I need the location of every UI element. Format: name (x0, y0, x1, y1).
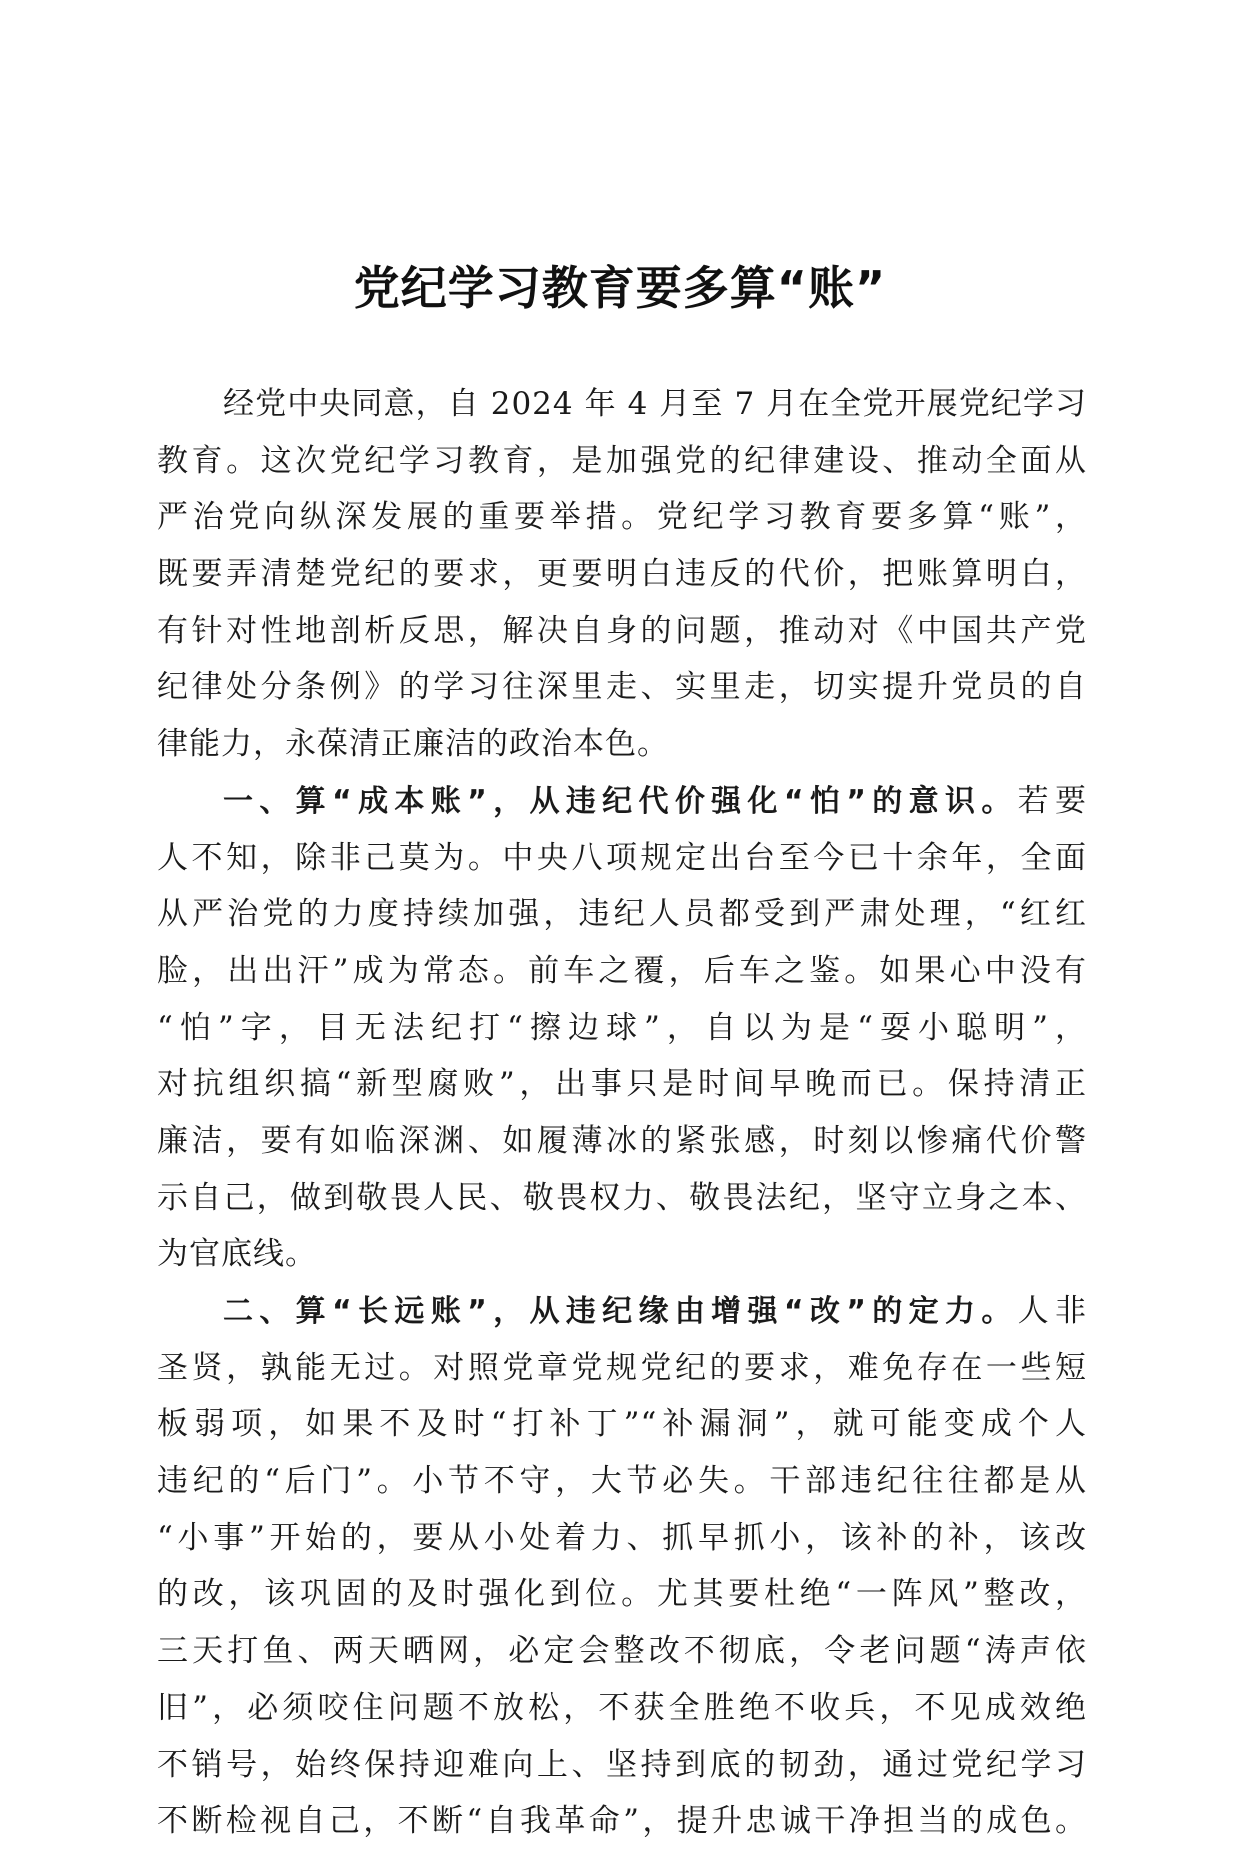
body-line: 对抗组织搞“新型腐败”，出事只是时间早晚而已。保持清正 (157, 1066, 1087, 1103)
body-line: 从严治党的力度持续加强，违纪人员都受到严肃处理，“红红 (157, 896, 1087, 933)
body-line: 的改，该巩固的及时强化到位。尤其要杜绝“一阵风”整改， (157, 1576, 1087, 1613)
body-line: 教育。这次党纪学习教育，是加强党的纪律建设、推动全面从 (157, 442, 1087, 479)
section-heading-2-tail: 人非 (1017, 1293, 1087, 1329)
body-line: 廉洁，要有如临深渊、如履薄冰的紧张感，时刻以惨痛代价警 (157, 1122, 1087, 1159)
body-line: “怕”字，目无法纪打“擦边球”，自以为是“耍小聪明”， (157, 1009, 1087, 1046)
document-title: 党纪学习教育要多算“账” (353, 261, 887, 315)
body-line: 不断检视自己，不断“自我革命”，提升忠诚干净担当的成色。 (157, 1803, 1087, 1840)
body-line: 示自己，做到敬畏人民、敬畏权力、敬畏法纪，坚守立身之本、 (157, 1179, 1087, 1216)
body-line: 三天打鱼、两天晒网，必定会整改不彻底，令老问题“涛声依 (157, 1633, 1087, 1670)
body-line: 纪律处分条例》的学习往深里走、实里走，切实提升党员的自 (157, 669, 1087, 706)
body-line: 既要弄清楚党纪的要求，更要明白违反的代价，把账算明白， (157, 556, 1087, 593)
section-heading-line (157, 773, 1087, 830)
body-line: 严治党向纵深发展的重要举措。党纪学习教育要多算“账”， (157, 499, 1087, 536)
section-heading-2: 二、算“长远账”，从违纪缘由增强“改”的定力。 (223, 1294, 1018, 1329)
body-line: 为官底线。 (157, 1236, 317, 1273)
body-line: 不销号，始终保持迎难向上、坚持到底的韧劲，通过党纪学习 (157, 1746, 1087, 1783)
section-heading-1: 一、算“成本账”，从违纪代价强化“怕”的意识。 (223, 783, 1018, 819)
body-line: 有针对性地剖析反思，解决自身的问题，推动对《中国共产党 (157, 612, 1087, 649)
body-line: “小事”开始的，要从小处着力、抓早抓小，该补的补，该改 (157, 1519, 1087, 1556)
section-heading-line (157, 1283, 1087, 1340)
body-line: 经党中央同意，自 2024 年 4 月至 7 月在全党开展党纪学习 (223, 386, 1087, 422)
body-line: 脸，出出汗”成为常态。前车之覆，后车之鉴。如果心中没有 (157, 952, 1087, 989)
body-line: 违纪的“后门”。小节不守，大节必失。干部违纪往往都是从 (157, 1463, 1087, 1500)
body-line: 律能力，永葆清正廉洁的政治本色。 (157, 726, 669, 763)
body-line: 圣贤，孰能无过。对照党章党规党纪的要求，难免存在一些短 (157, 1349, 1087, 1386)
body-line: 旧”，必须咬住问题不放松，不获全胜绝不收兵，不见成效绝 (157, 1689, 1087, 1726)
body-line: 板弱项，如果不及时“打补丁”“补漏洞”，就可能变成个人 (157, 1406, 1087, 1443)
document-body (157, 376, 1087, 1850)
body-line: 人不知，除非己莫为。中央八项规定出台至今已十余年，全面 (157, 839, 1087, 876)
section-heading-1-tail: 若要 (1017, 782, 1087, 819)
